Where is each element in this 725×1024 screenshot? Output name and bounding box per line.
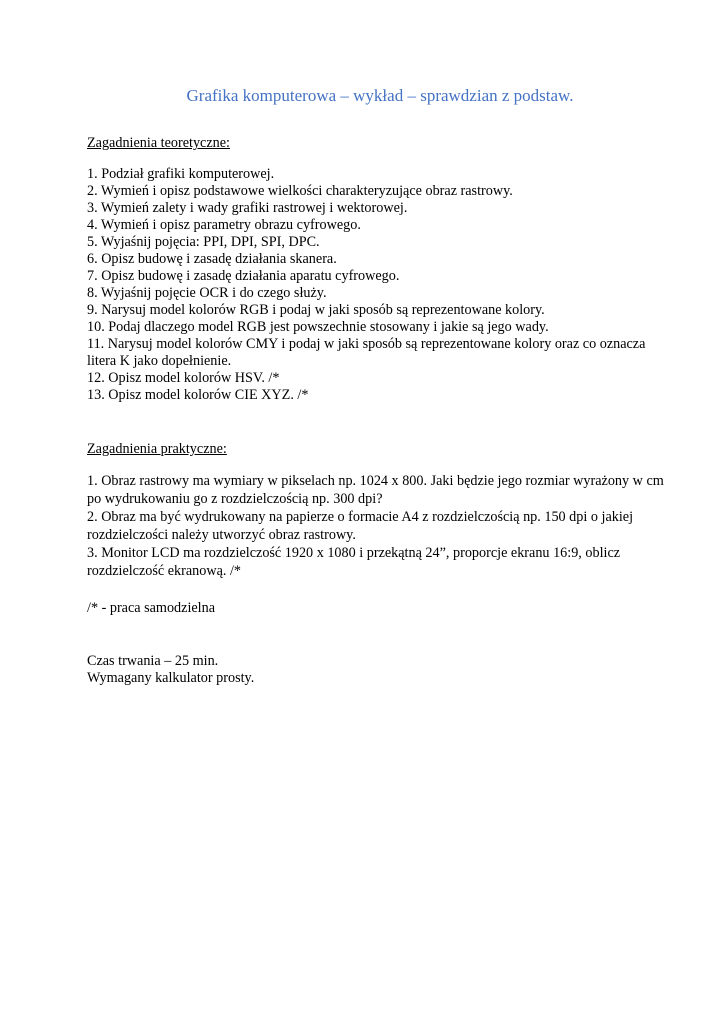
practice-heading: Zagadnienia praktyczne: (87, 441, 227, 457)
theory-item: 5. Wyjaśnij pojęcia: PPI, DPI, SPI, DPC. (87, 234, 320, 250)
note-text: /* - praca samodzielna (87, 600, 216, 616)
theory-heading: Zagadnienia teoretyczne: (87, 135, 230, 151)
theory-item: 4. Wymień i opisz parametry obrazu cyfrowego. (87, 217, 361, 233)
theory-list (87, 166, 677, 404)
document-title: Grafika komputerowa – wykład – sprawdzian z podstaw. (186, 86, 574, 105)
practice-item: 3. Monitor LCD ma rozdzielczość 1920 x 1080 i przekątną 24”, proporcje ekranu 16:9, oblicz rozdzielczość ekranową. /* (87, 545, 621, 579)
requirement-text: Wymagany kalkulator prosty. (87, 670, 255, 686)
theory-item: 10. Podaj dlaczego model RGB jest powszechnie stosowany i jakie są jego wady. (87, 319, 549, 335)
theory-item: 13. Opisz model kolorów CIE XYZ. /* (87, 387, 309, 403)
theory-item: 6. Opisz budowę i zasadę działania skanera. (87, 251, 337, 267)
duration-text: Czas trwania – 25 min. (87, 653, 219, 669)
practice-item: 2. Obraz ma być wydrukowany na papierze o formacie A4 z rozdzielczością np. 150 dpi o jakiej rozdzielczości należy utworzyć obraz rastrowy. (87, 509, 634, 543)
theory-item: 9. Narysuj model kolorów RGB i podaj w jaki sposób są reprezentowane kolory. (87, 302, 545, 318)
practice-list (87, 472, 677, 580)
practice-item: 1. Obraz rastrowy ma wymiary w pikselach np. 1024 x 800. Jaki będzie jego rozmiar wyrażony w cm po wydrukowaniu go z rozdzielczością np. 300 dpi? (87, 473, 664, 507)
theory-item: 11. Narysuj model kolorów CMY i podaj w jaki sposób są reprezentowane kolory oraz co oznacza litera K jako dopełnienie. (87, 336, 646, 369)
theory-item: 8. Wyjaśnij pojęcie OCR i do czego służy. (87, 285, 327, 301)
theory-item: 3. Wymień zalety i wady grafiki rastrowej i wektorowej. (87, 200, 408, 216)
theory-item: 12. Opisz model kolorów HSV. /* (87, 370, 280, 386)
theory-item: 7. Opisz budowę i zasadę działania aparatu cyfrowego. (87, 268, 400, 284)
theory-item: 2. Wymień i opisz podstawowe wielkości charakteryzujące obraz rastrowy. (87, 183, 513, 199)
theory-item: 1. Podział grafiki komputerowej. (87, 166, 275, 182)
